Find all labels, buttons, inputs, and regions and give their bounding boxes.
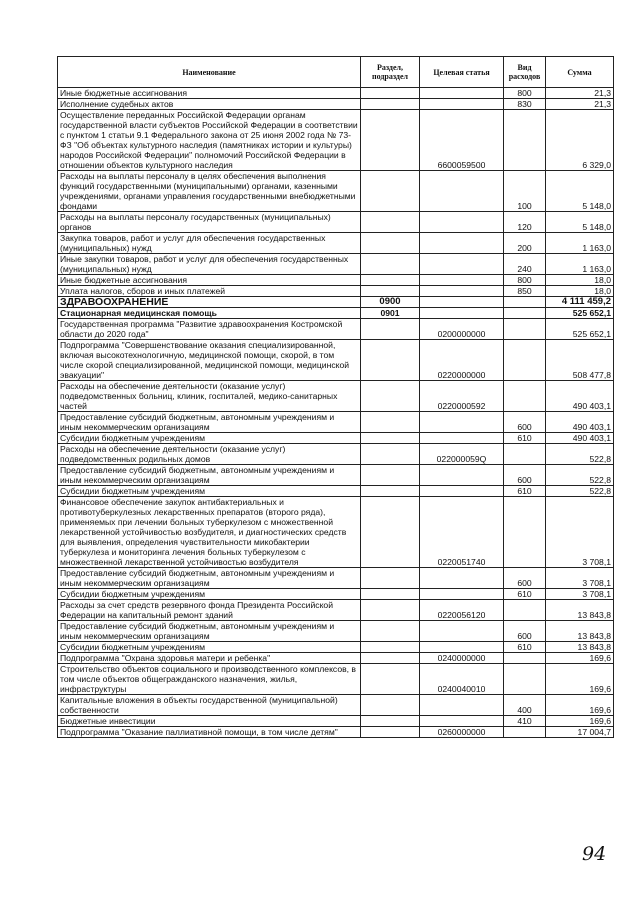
cell-target: 0220056120 <box>420 600 504 621</box>
cell-section <box>361 727 420 738</box>
cell-section <box>361 340 420 381</box>
cell-section: 0901 <box>361 308 420 319</box>
cell-target: 0220051740 <box>420 497 504 568</box>
cell-name: Иные бюджетные ассигнования <box>58 275 361 286</box>
cell-section <box>361 589 420 600</box>
cell-sum: 5 148,0 <box>546 212 614 233</box>
cell-sum: 18,0 <box>546 275 614 286</box>
cell-type: 610 <box>504 433 546 444</box>
cell-target <box>420 233 504 254</box>
cell-type <box>504 381 546 412</box>
table-row <box>58 642 614 653</box>
table-row <box>58 653 614 664</box>
table-row <box>58 99 614 110</box>
cell-section <box>361 110 420 171</box>
table-row <box>58 171 614 212</box>
cell-target <box>420 621 504 642</box>
table-row <box>58 286 614 297</box>
cell-sum: 490 403,1 <box>546 433 614 444</box>
cell-name: Предоставление субсидий бюджетным, автономным учреждениям и иным некоммерческим организациям <box>58 412 361 433</box>
cell-target: 0220000592 <box>420 381 504 412</box>
cell-sum: 1 163,0 <box>546 254 614 275</box>
cell-name: Предоставление субсидий бюджетным, автономным учреждениям и иным некоммерческим организациям <box>58 621 361 642</box>
cell-type <box>504 727 546 738</box>
cell-sum: 21,3 <box>546 88 614 99</box>
cell-target: 6600059500 <box>420 110 504 171</box>
cell-name: Подпрограмма "Оказание паллиативной помощи, в том числе детям" <box>58 727 361 738</box>
cell-target: 0240040010 <box>420 664 504 695</box>
cell-target <box>420 212 504 233</box>
cell-type: 100 <box>504 171 546 212</box>
cell-name: Иные бюджетные ассигнования <box>58 88 361 99</box>
cell-type <box>504 110 546 171</box>
cell-target: 0200000000 <box>420 319 504 340</box>
cell-target <box>420 412 504 433</box>
cell-type: 200 <box>504 233 546 254</box>
cell-type <box>504 497 546 568</box>
cell-section <box>361 286 420 297</box>
cell-target <box>420 716 504 727</box>
cell-section <box>361 254 420 275</box>
table-row <box>58 497 614 568</box>
cell-type: 240 <box>504 254 546 275</box>
cell-section <box>361 275 420 286</box>
cell-name: Осуществление переданных Российской Федерации органам государственной власти субъектов Российской Федерации в соответствии с пунктом 1 статьи 9.1 Федерального закона от 25 июня 2002 года № 73-ФЗ "Об объектах культурного наследия (памятниках истории и культуры) народов Российской Федерации" полномочий Российской Федерации в отношении объектов культурного наследия <box>58 110 361 171</box>
cell-section <box>361 568 420 589</box>
cell-section <box>361 465 420 486</box>
cell-name: Предоставление субсидий бюджетным, автономным учреждениям и иным некоммерческим организациям <box>58 465 361 486</box>
table-row <box>58 110 614 171</box>
cell-name: Подпрограмма "Совершенствование оказания специализированной, включая высокотехнологичную, медицинской помощи, скорой, в том числе скорой специализированной, медицинской помощи, медицинской эвакуации" <box>58 340 361 381</box>
table-row <box>58 319 614 340</box>
cell-name: Уплата налогов, сборов и иных платежей <box>58 286 361 297</box>
header-sum: Сумма <box>546 57 614 88</box>
cell-section <box>361 621 420 642</box>
cell-type: 850 <box>504 286 546 297</box>
cell-sum: 508 477,8 <box>546 340 614 381</box>
table-row <box>58 433 614 444</box>
table-row <box>58 444 614 465</box>
cell-section <box>361 664 420 695</box>
table-row <box>58 254 614 275</box>
cell-target <box>420 308 504 319</box>
cell-type: 410 <box>504 716 546 727</box>
cell-name: Субсидии бюджетным учреждениям <box>58 642 361 653</box>
table-row <box>58 486 614 497</box>
cell-sum: 169,6 <box>546 695 614 716</box>
cell-type <box>504 319 546 340</box>
cell-sum: 525 652,1 <box>546 319 614 340</box>
cell-type: 600 <box>504 621 546 642</box>
cell-section <box>361 412 420 433</box>
cell-sum: 3 708,1 <box>546 497 614 568</box>
cell-type: 610 <box>504 589 546 600</box>
cell-section <box>361 99 420 110</box>
cell-name: Закупка товаров, работ и услуг для обеспечения государственных (муниципальных) нужд <box>58 233 361 254</box>
cell-sum: 169,6 <box>546 653 614 664</box>
cell-section <box>361 381 420 412</box>
cell-target <box>420 99 504 110</box>
header-section: Раздел, подраздел <box>361 57 420 88</box>
cell-name: Расходы на выплаты персоналу в целях обеспечения выполнения функций государственными (муниципальными) органами, казенными учреждениями, органами управления государственными внебюджетными фондами <box>58 171 361 212</box>
cell-sum: 3 708,1 <box>546 589 614 600</box>
cell-type: 610 <box>504 486 546 497</box>
cell-name: Государственная программа "Развитие здравоохранения Костромской области до 2020 года" <box>58 319 361 340</box>
table-row <box>58 212 614 233</box>
cell-type <box>504 308 546 319</box>
cell-section <box>361 497 420 568</box>
cell-target <box>420 589 504 600</box>
cell-sum: 17 004,7 <box>546 727 614 738</box>
cell-sum: 169,6 <box>546 716 614 727</box>
cell-section <box>361 433 420 444</box>
cell-name: Предоставление субсидий бюджетным, автономным учреждениям и иным некоммерческим организациям <box>58 568 361 589</box>
cell-sum: 13 843,8 <box>546 642 614 653</box>
cell-type <box>504 664 546 695</box>
cell-target <box>420 286 504 297</box>
table-row <box>58 664 614 695</box>
cell-target <box>420 465 504 486</box>
cell-name: Расходы за счет средств резервного фонда Президента Российской Федерации на капитальный ремонт зданий <box>58 600 361 621</box>
cell-name: Финансовое обеспечение закупок антибактериальных и противотуберкулезных лекарственных препаратов (второго ряда), применяемых при лечении больных туберкулезом с множественной лекарственной устойчивостью возбудителя, и диагностических средств для выявления, определения чувствительности микобактерии туберкулеза и мониторинга лечения больных туберкулезом с множественной лекарственной устойчивостью возбудителя <box>58 497 361 568</box>
cell-section <box>361 486 420 497</box>
cell-name: Строительство объектов социального и производственного комплексов, в том числе объектов общегражданского назначения, жилья, инфраструктуры <box>58 664 361 695</box>
header-target: Целевая статья <box>420 57 504 88</box>
cell-type <box>504 653 546 664</box>
table-body <box>58 88 614 738</box>
cell-type: 800 <box>504 88 546 99</box>
cell-sum: 522,8 <box>546 444 614 465</box>
cell-target: 022000059Q <box>420 444 504 465</box>
cell-sum: 169,6 <box>546 664 614 695</box>
cell-sum: 13 843,8 <box>546 600 614 621</box>
cell-name: Исполнение судебных актов <box>58 99 361 110</box>
cell-sum: 3 708,1 <box>546 568 614 589</box>
cell-sum: 18,0 <box>546 286 614 297</box>
table-row <box>58 727 614 738</box>
cell-target <box>420 297 504 308</box>
cell-section <box>361 642 420 653</box>
table-row <box>58 465 614 486</box>
table-row <box>58 568 614 589</box>
cell-target <box>420 642 504 653</box>
cell-type <box>504 340 546 381</box>
header-name: Наименование <box>58 57 361 88</box>
cell-target: 0260000000 <box>420 727 504 738</box>
table-row <box>58 600 614 621</box>
table-row <box>58 695 614 716</box>
cell-section: 0900 <box>361 297 420 308</box>
cell-name: Субсидии бюджетным учреждениям <box>58 589 361 600</box>
table-row <box>58 716 614 727</box>
table-row <box>58 621 614 642</box>
budget-table <box>57 56 614 738</box>
cell-target <box>420 88 504 99</box>
cell-sum: 522,8 <box>546 486 614 497</box>
cell-section <box>361 600 420 621</box>
cell-sum: 490 403,1 <box>546 412 614 433</box>
cell-type: 800 <box>504 275 546 286</box>
table-row <box>58 412 614 433</box>
cell-target <box>420 275 504 286</box>
cell-name: Иные закупки товаров, работ и услуг для обеспечения государственных (муниципальных) нужд <box>58 254 361 275</box>
cell-target <box>420 486 504 497</box>
cell-sum: 6 329,0 <box>546 110 614 171</box>
table-row <box>58 233 614 254</box>
header-type: Вид расходов <box>504 57 546 88</box>
table-row <box>58 297 614 308</box>
cell-section <box>361 653 420 664</box>
cell-target: 0220000000 <box>420 340 504 381</box>
cell-name: Подпрограмма "Охрана здоровья матери и ребенка" <box>58 653 361 664</box>
cell-sum: 525 652,1 <box>546 308 614 319</box>
cell-sum: 522,8 <box>546 465 614 486</box>
cell-name: Стационарная медицинская помощь <box>58 308 361 319</box>
cell-sum: 490 403,1 <box>546 381 614 412</box>
cell-type: 600 <box>504 568 546 589</box>
cell-sum: 4 111 459,2 <box>546 297 614 308</box>
table-row <box>58 308 614 319</box>
table-row <box>58 589 614 600</box>
cell-target <box>420 568 504 589</box>
cell-name: Расходы на выплаты персоналу государственных (муниципальных) органов <box>58 212 361 233</box>
cell-sum: 1 163,0 <box>546 233 614 254</box>
table-row <box>58 381 614 412</box>
cell-type: 830 <box>504 99 546 110</box>
cell-section <box>361 695 420 716</box>
cell-type: 610 <box>504 642 546 653</box>
cell-section <box>361 716 420 727</box>
cell-name: ЗДРАВООХРАНЕНИЕ <box>58 297 361 308</box>
cell-sum: 5 148,0 <box>546 171 614 212</box>
table-header-row <box>58 57 614 88</box>
cell-type: 120 <box>504 212 546 233</box>
page-number: 94 <box>582 843 607 865</box>
cell-type: 600 <box>504 465 546 486</box>
cell-section <box>361 212 420 233</box>
cell-sum: 21,3 <box>546 99 614 110</box>
cell-name: Расходы на обеспечение деятельности (оказание услуг) подведомственных родильных домов <box>58 444 361 465</box>
cell-type: 400 <box>504 695 546 716</box>
cell-sum: 13 843,8 <box>546 621 614 642</box>
cell-type <box>504 600 546 621</box>
table-row <box>58 340 614 381</box>
cell-target <box>420 695 504 716</box>
table-row <box>58 88 614 99</box>
cell-section <box>361 233 420 254</box>
cell-name: Субсидии бюджетным учреждениям <box>58 433 361 444</box>
cell-name: Расходы на обеспечение деятельности (оказание услуг) подведомственных больниц, клиник, госпиталей, медико-санитарных частей <box>58 381 361 412</box>
cell-target <box>420 254 504 275</box>
cell-target <box>420 171 504 212</box>
cell-target <box>420 433 504 444</box>
cell-section <box>361 88 420 99</box>
table-row <box>58 275 614 286</box>
cell-section <box>361 319 420 340</box>
cell-section <box>361 444 420 465</box>
cell-name: Бюджетные инвестиции <box>58 716 361 727</box>
cell-name: Капитальные вложения в объекты государственной (муниципальной) собственности <box>58 695 361 716</box>
cell-section <box>361 171 420 212</box>
cell-target: 0240000000 <box>420 653 504 664</box>
cell-type: 600 <box>504 412 546 433</box>
cell-type <box>504 444 546 465</box>
cell-type <box>504 297 546 308</box>
cell-name: Субсидии бюджетным учреждениям <box>58 486 361 497</box>
